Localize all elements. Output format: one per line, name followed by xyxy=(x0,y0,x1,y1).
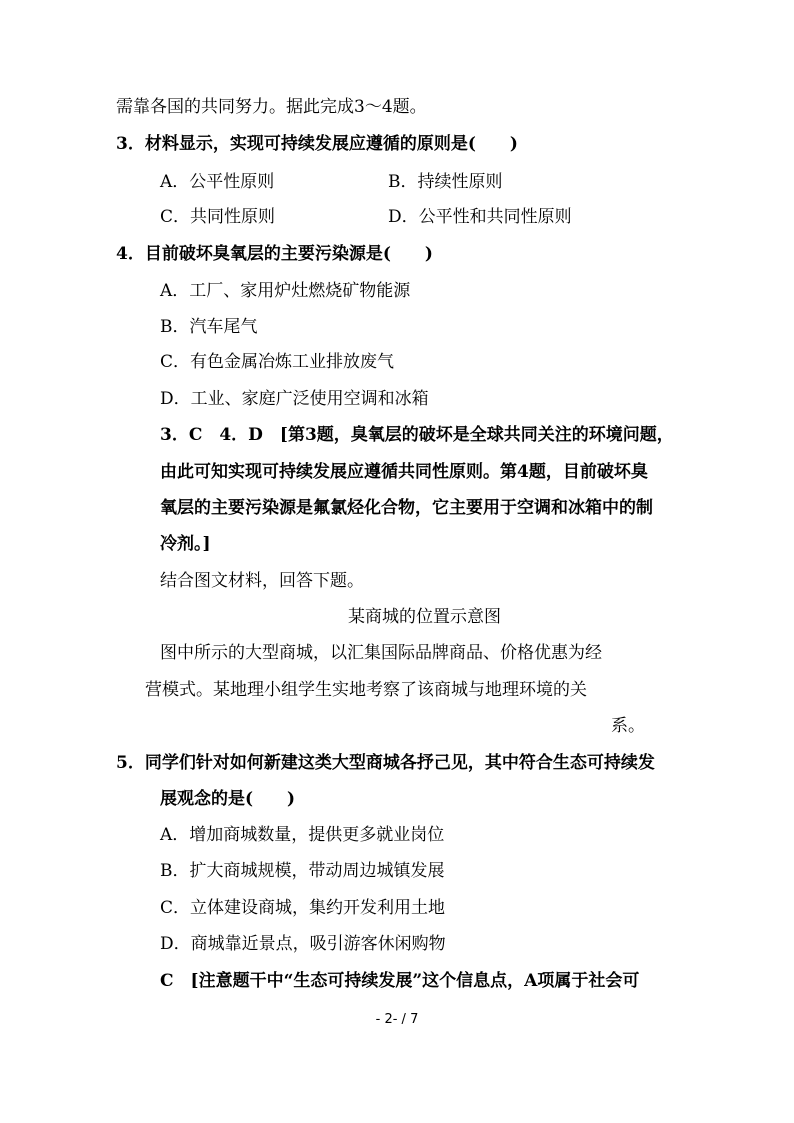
material-line-2: 营模式。某地理小组学生实地考察了该商城与地理环境的关 xyxy=(145,680,587,700)
answer-3-4-line-1: 3．C 4．D [第3题，臭氧层的破坏是全球共同关注的环境问题， xyxy=(160,425,674,445)
q4-option-d: D．工业、家庭广泛使用空调和冰箱 xyxy=(160,389,429,409)
q5-option-c: C．立体建设商城，集约开发利用土地 xyxy=(160,898,446,918)
answer-3-4-line-3: 氧层的主要污染源是氟氯烃化合物，它主要用于空调和冰箱中的制 xyxy=(160,498,653,518)
q5-option-a: A．增加商城数量，提供更多就业岗位 xyxy=(160,825,445,845)
q4-option-a: A．工厂、家用炉灶燃烧矿物能源 xyxy=(160,281,411,301)
q5-option-d: D．商城靠近景点，吸引游客休闲购物 xyxy=(160,934,446,954)
figure-caption: 某商城的位置示意图 xyxy=(348,607,501,627)
answer-3-4-line-2: 由此可知实现可持续发展应遵循共同性原则。第4题，目前破坏臭 xyxy=(160,462,648,482)
question-5-stem-line-1: 5．同学们针对如何新建这类大型商城各抒己见，其中符合生态可持续发 xyxy=(116,753,655,773)
q3-option-d: D．公平性和共同性原则 xyxy=(388,207,572,227)
page-number: - 2- / 7 xyxy=(375,1012,419,1027)
q4-option-c: C．有色金属冶炼工业排放废气 xyxy=(160,352,395,372)
question-5-stem-line-2: 展观念的是( ) xyxy=(160,789,296,809)
intro-text: 需靠各国的共同努力。据此完成3～4题。 xyxy=(116,97,427,117)
question-3-stem: 3．材料显示，实现可持续发展应遵循的原则是( ) xyxy=(116,134,518,154)
q4-option-b: B．汽车尾气 xyxy=(160,317,258,337)
prompt-text: 结合图文材料，回答下题。 xyxy=(160,571,364,591)
q3-option-b: B．持续性原则 xyxy=(388,172,503,192)
q5-option-b: B．扩大商城规模，带动周边城镇发展 xyxy=(160,861,445,881)
question-4-stem: 4．目前破坏臭氧层的主要污染源是( ) xyxy=(116,244,433,264)
q3-option-c: C．共同性原则 xyxy=(160,207,276,227)
answer-5-line-1: C [注意题干中“生态可持续发展”这个信息点，A项属于社会可 xyxy=(160,971,640,991)
answer-3-4-line-4: 冷剂。] xyxy=(160,534,211,554)
material-line-1: 图中所示的大型商城，以汇集国际品牌商品、价格优惠为经 xyxy=(160,643,602,663)
material-line-3: 系。 xyxy=(611,716,645,736)
q3-option-a: A．公平性原则 xyxy=(160,172,275,192)
